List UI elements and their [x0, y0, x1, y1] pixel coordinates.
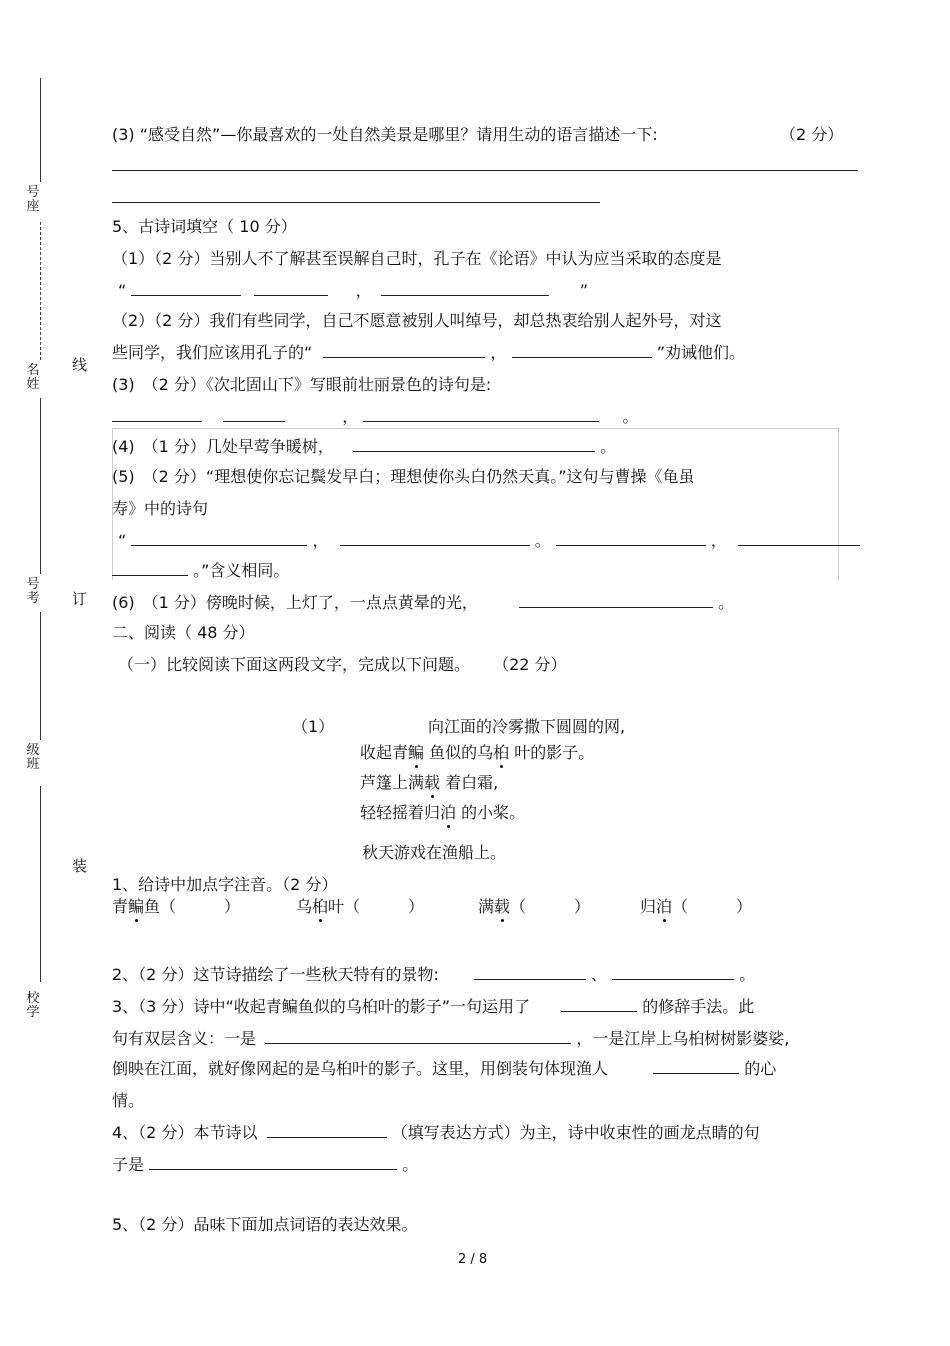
blank-field[interactable]: [612, 965, 734, 980]
blank-field[interactable]: [561, 997, 637, 1012]
blank-field[interactable]: [556, 531, 706, 546]
text: (6) （1 分）傍晚时候，上灯了，一点点黄晕的光，: [112, 593, 478, 612]
box-border: [112, 428, 838, 429]
answer-line[interactable]: [112, 170, 858, 171]
blank-field[interactable]: [512, 343, 652, 358]
blank-field[interactable]: [112, 407, 202, 422]
blank-field[interactable]: [149, 1155, 397, 1170]
text: 句有双层含义：一是: [112, 1029, 257, 1048]
blank-field[interactable]: [363, 407, 599, 422]
question-text: “感受自然”—你最喜欢的一处自然美景是哪里？请用生动的语言描述一下:: [139, 125, 658, 144]
question-score: （2 分）: [780, 125, 844, 144]
margin-label-class: 级班: [26, 743, 40, 772]
text: ，一是江岸上乌桕树树影婆娑,: [576, 1029, 790, 1048]
comma: ，: [355, 281, 372, 300]
period: 。: [718, 593, 735, 612]
text: 倒映在江面，就好像网起的是乌桕叶的影子。这里，用倒装句体现渔人: [112, 1059, 609, 1078]
text: 2、（2 分）这节诗描绘了一些秋天特有的景物:: [112, 965, 439, 984]
reading-q2: [112, 962, 755, 985]
period: 。: [739, 965, 756, 984]
text: 的心: [744, 1059, 777, 1078]
reading-q3-line4: 情。: [112, 1091, 145, 1110]
blank-field[interactable]: [519, 593, 713, 608]
separator: 、: [591, 965, 608, 984]
blank-field[interactable]: [474, 965, 586, 980]
item-2-line1: （2）（2 分）我们有些同学，自己不愿意被别人叫绰号，却总热衷给别人起外号，对这: [112, 311, 722, 330]
blank-field[interactable]: [653, 1059, 739, 1074]
comma: ，: [710, 531, 727, 550]
reading-q3-line2: [112, 1026, 789, 1049]
blank-field[interactable]: [323, 343, 485, 358]
blank-field[interactable]: [267, 1123, 387, 1138]
quote-open: “: [118, 281, 127, 300]
period: 。: [534, 531, 551, 550]
quote-close: ”: [579, 281, 589, 300]
score: （22 分）: [493, 655, 567, 674]
item-1-line1: （1）（2 分）当别人不了解甚至误解自己时，孔子在《论语》中认为应当采取的态度是: [112, 249, 722, 268]
text: （一）比较阅读下面这两段文字，完成以下问题。: [118, 655, 471, 674]
poem-line-2: 收起青鳊 鱼似的乌桕 叶的影子。: [360, 740, 594, 763]
poem-line-3: 芦篷上满载 着白霜,: [360, 770, 498, 793]
section-title: 5、古诗词填空（ 10 分）: [112, 217, 297, 236]
section-two-title: 二、阅读（ 48 分）: [112, 623, 255, 642]
reading-q1-word-2: 乌桕叶（ ）: [296, 894, 424, 917]
binding-word-bind: 装: [72, 857, 88, 875]
text: 4、（2 分）本节诗以: [112, 1123, 258, 1142]
text: （填写表达方式）为主，诗中收束性的画龙点睛的句: [391, 1123, 760, 1142]
reading-q1-word-1: 青鳊鱼（ ）: [112, 894, 240, 917]
question-3-nature: [112, 122, 658, 145]
blank-field[interactable]: [112, 561, 188, 576]
reading-q1-word-3: 满载（ ）: [478, 894, 590, 917]
text: 。”含义相同。: [193, 561, 290, 580]
blank-field[interactable]: [738, 531, 860, 546]
item-6-line1: [112, 590, 734, 613]
item-5-line4: [112, 558, 289, 581]
blank-field[interactable]: [353, 437, 595, 452]
question-number: (3): [112, 125, 135, 144]
binding-word-line: 线: [72, 356, 88, 374]
margin-label-name: 名姓: [26, 363, 40, 392]
item-5-line2: 寿》中的诗句: [112, 499, 209, 518]
blank-field[interactable]: [131, 281, 241, 296]
text: 些同学，我们应该用孔子的“: [112, 343, 313, 362]
margin-label-exam-no: 号考: [26, 577, 40, 606]
reading-q3-line1: [112, 994, 754, 1017]
reading-q3-line3: [112, 1056, 776, 1079]
text: 3、（3 分）诗中“收起青鳊鱼似的乌桕叶的影子”一句运用了: [112, 997, 531, 1016]
item-1-line2: [118, 278, 588, 301]
item-3-line2: [112, 404, 638, 427]
text: (4) （1 分）几处早莺争暖树，: [112, 437, 334, 456]
comma: ，: [490, 343, 507, 362]
item-3-line1: (3) （2 分）《次北固山下》写眼前壮丽景色的诗句是:: [112, 375, 492, 394]
box-border: [838, 428, 839, 580]
blank-field[interactable]: [254, 281, 328, 296]
text: 子是: [112, 1155, 145, 1174]
poem-line-4: 轻轻摇着归泊 的小桨。: [360, 800, 525, 823]
poem-line-1: 向江面的冷雾撒下圆圆的网,: [428, 717, 626, 736]
text: 的修辞手法。此: [642, 997, 755, 1016]
blank-field[interactable]: [223, 407, 285, 422]
blank-field[interactable]: [340, 531, 530, 546]
poem-number: （1）: [292, 717, 335, 736]
margin-label-seat: 号座: [26, 185, 40, 214]
blank-field[interactable]: [381, 281, 549, 296]
reading-subsection-title: [118, 652, 567, 675]
blank-field[interactable]: [131, 531, 307, 546]
item-5-line3: [118, 528, 860, 551]
period: 。: [402, 1155, 419, 1174]
reading-q5: 5、（2 分）品味下面加点词语的表达效果。: [112, 1215, 418, 1234]
item-5-line1: (5) （2 分）“理想使你忘记鬓发早白；理想使你头白仍然天真。”这句与曹操《龟虽: [112, 467, 695, 486]
item-4-line1: [112, 434, 616, 457]
blank-field[interactable]: [265, 1029, 571, 1044]
answer-line[interactable]: [112, 202, 600, 203]
binding-word-staple: 订: [72, 590, 88, 608]
comma: ，: [312, 531, 329, 550]
quote-open: “: [118, 531, 127, 550]
reading-q4-line1: [112, 1120, 760, 1143]
margin-label-school: 校学: [26, 991, 40, 1020]
page-number: 2 / 8: [458, 1252, 488, 1267]
reading-q4-line2: [112, 1152, 418, 1175]
period: 。: [600, 437, 617, 456]
poem-line-5: 秋天游戏在渔船上。: [362, 843, 507, 862]
reading-q1: 1、给诗中加点字注音。（2 分）: [112, 875, 338, 894]
period: 。: [622, 407, 639, 426]
reading-q1-word-4: 归泊（ ）: [640, 894, 752, 917]
comma: ，: [342, 407, 359, 426]
item-2-line2: [112, 340, 745, 363]
text: ”劝诫他们。: [656, 343, 745, 362]
